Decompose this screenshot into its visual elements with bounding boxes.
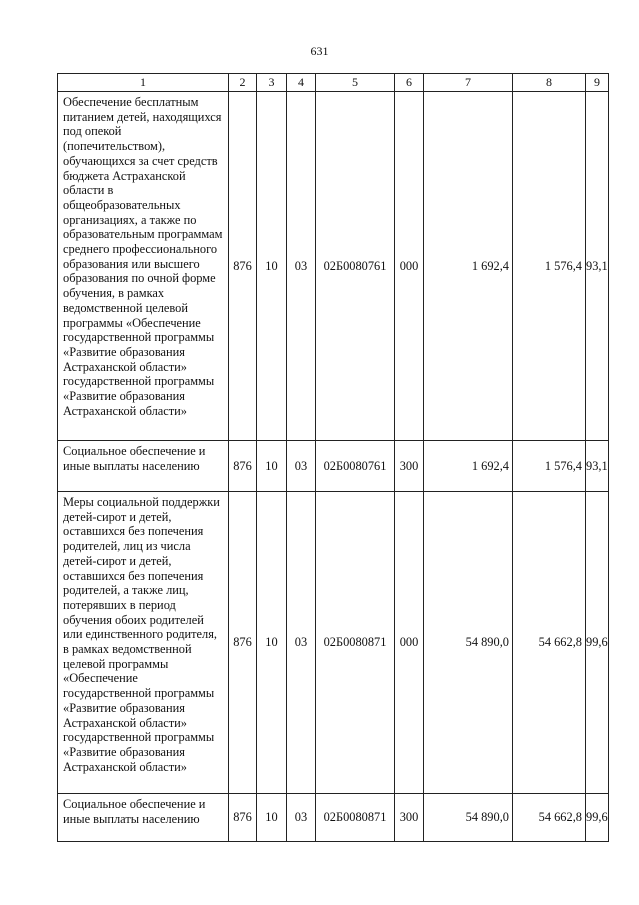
cell-col-9: 99,6 [586,794,609,842]
header-col-1: 1 [58,74,229,92]
cell-col-4: 03 [287,92,316,441]
cell-col-3: 10 [257,492,287,794]
cell-col-6: 000 [395,492,424,794]
cell-col-4: 03 [287,492,316,794]
cell-col-3: 10 [257,794,287,842]
cell-col-9: 93,1 [586,441,609,492]
table-row [58,794,609,842]
cell-col-8: 54 662,8 [513,492,586,794]
cell-col-4: 03 [287,441,316,492]
table-row [58,492,609,794]
header-col-8: 8 [513,74,586,92]
cell-col-6: 000 [395,92,424,441]
header-col-7: 7 [424,74,513,92]
cell-col-6: 300 [395,794,424,842]
cell-col-5: 02Б0080871 [316,794,395,842]
cell-col-2: 876 [229,492,257,794]
cell-col-2: 876 [229,441,257,492]
header-col-5: 5 [316,74,395,92]
header-col-3: 3 [257,74,287,92]
cell-col-7: 1 692,4 [424,92,513,441]
cell-col-8: 1 576,4 [513,441,586,492]
cell-col-5: 02Б0080761 [316,441,395,492]
table-row [58,92,609,441]
cell-col-6: 300 [395,441,424,492]
cell-col-2: 876 [229,92,257,441]
table-row [58,441,609,492]
cell-col-3: 10 [257,92,287,441]
budget-table [57,73,609,842]
cell-col-7: 1 692,4 [424,441,513,492]
page-number: 631 [310,44,329,58]
cell-col-7: 54 890,0 [424,492,513,794]
cell-col-9: 99,6 [586,492,609,794]
cell-col-2: 876 [229,794,257,842]
cell-col-8: 1 576,4 [513,92,586,441]
cell-col-5: 02Б0080761 [316,92,395,441]
row-name: Обеспечение бесплатным питанием детей, находящихся под опекой (попечительством), обучающихся за счет средств бюджета Астраханской области в общеобразовательных организациях, а также по образовательным программам среднего профессионального образования или высшего образования по очной форме обучения, в рамках ведомственной целевой программы «Обеспечение государственной программы «Развитие образования Астраханской области» государственной программы «Развитие образования Астраханской области» [58,92,229,441]
cell-col-7: 54 890,0 [424,794,513,842]
cell-col-3: 10 [257,441,287,492]
row-name: Меры социальной поддержки детей-сирот и детей, оставшихся без попечения родителей, лиц из числа детей-сирот и детей, оставшихся без попечения родителей, а также лиц, потерявших в период обучения обоих родителей или единственного родителя, в рамках ведомственной целевой программы «Обеспечение государственной программы «Развитие образования Астраханской области» государственной программы «Развитие образования Астраханской области» [58,492,229,794]
cell-col-5: 02Б0080871 [316,492,395,794]
header-col-9: 9 [586,74,609,92]
header-col-2: 2 [229,74,257,92]
header-col-6: 6 [395,74,424,92]
row-name: Социальное обеспечение и иные выплаты населению [58,441,229,492]
cell-col-4: 03 [287,794,316,842]
header-col-4: 4 [287,74,316,92]
table-header-row [58,74,609,92]
cell-col-8: 54 662,8 [513,794,586,842]
row-name: Социальное обеспечение и иные выплаты населению [58,794,229,842]
cell-col-9: 93,1 [586,92,609,441]
